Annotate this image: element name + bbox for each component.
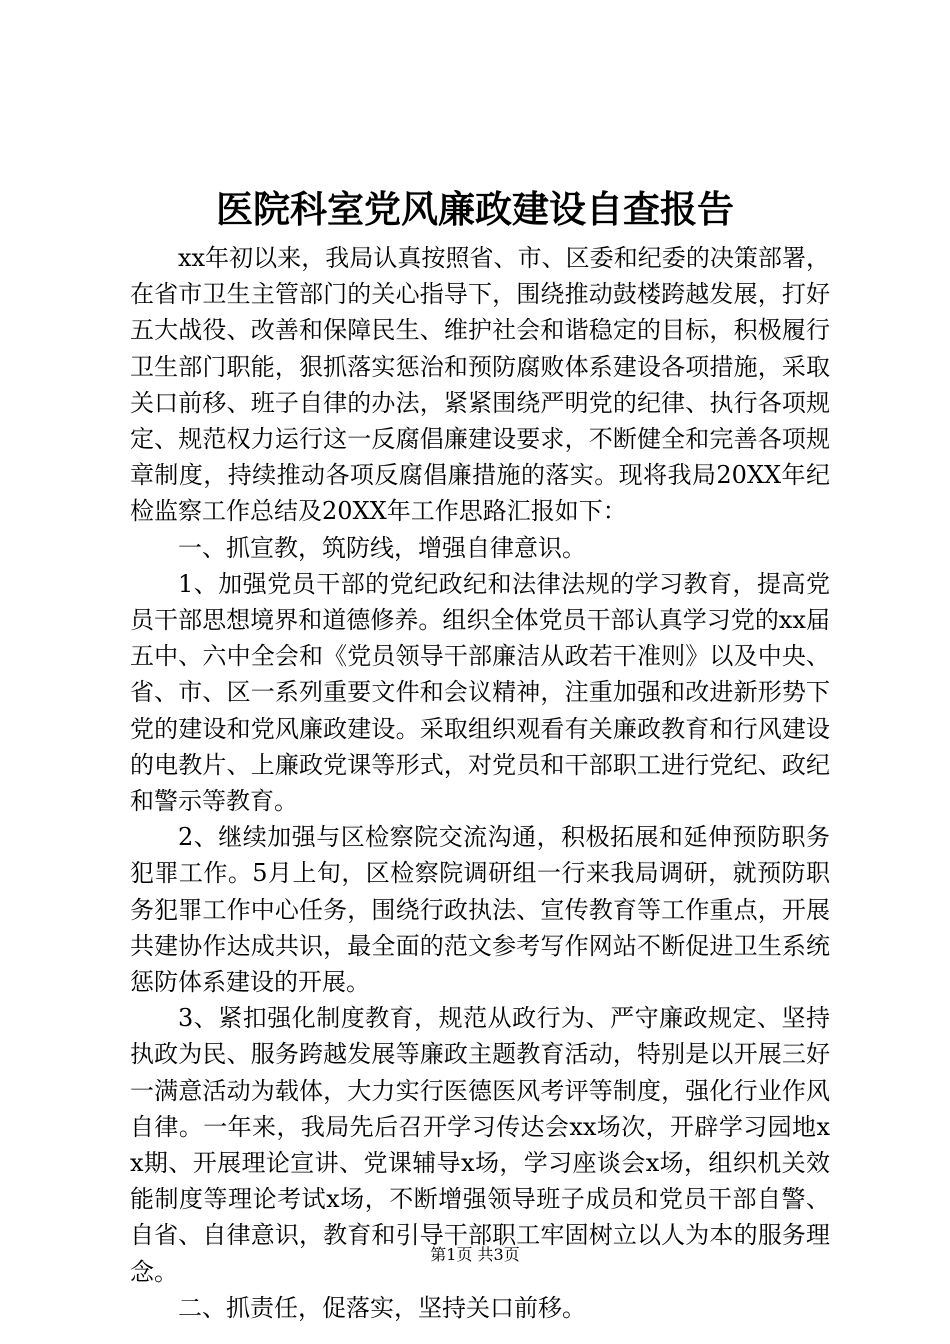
paragraph-item-2: 2、继续加强与区检察院交流沟通，积极拓展和延伸预防职务犯罪工作。5月上旬，区检察院调研组一行来我局调研，就预防职务犯罪工作中心任务，围绕行政执法、宣传教育等工作重点，开展共建协作达成共识，最全面的范文参考写作网站不断促进卫生系统惩防体系建设的开展。 [130, 823, 830, 997]
document-body [130, 240, 830, 1326]
page-number-footer: 第1页 共3页 [430, 1245, 520, 1264]
document-title: 医院科室党风廉政建设自查报告 [216, 187, 734, 231]
section-heading-2: 二、抓责任，促落实，坚持关口前移。 [178, 1293, 586, 1322]
section-heading-1: 一、抓宣教，筑防线，增强自律意识。 [178, 533, 586, 562]
paragraph-item-3: 3、紧扣强化制度教育，规范从政行为、严守廉政规定、坚持执政为民、服务跨越发展等廉政主题教育活动，特别是以开展三好一满意活动为载体，大力实行医德医风考评等制度，强化行业作风自律。一年来，我局先后召开学习传达会xx场次，开辟学习园地xx期、开展理论宣讲、党课辅导x场，学习座谈会x场，组织机关效能制度等理论考试x场，不断增强领导班子成员和党员干部自警、自省、自律意识，教育和引导干部职工牢固树立以人为本的服务理念。 [130, 1004, 830, 1286]
paragraph-item-1: 1、加强党员干部的党纪政纪和法律法规的学习教育，提高党员干部思想境界和道德修养。组织全体党员干部认真学习党的xx届五中、六中全会和《党员领导干部廉洁从政若干准则》以及中央、省、市、区一系列重要文件和会议精神，注重加强和改进新形势下党的建设和党风廉政建设。采取组织观看有关廉政教育和行风建设的电教片、上廉政党课等形式，对党员和干部职工进行党纪、政纪和警示等教育。 [130, 569, 830, 816]
paragraph-intro: xx年初以来，我局认真按照省、市、区委和纪委的决策部署，在省市卫生主管部门的关心指导下，围绕推动鼓楼跨越发展，打好五大战役、改善和保障民生、维护社会和谐稳定的目标，积极履行卫生部门职能，狠抓落实惩治和预防腐败体系建设各项措施，采取关口前移、班子自律的办法，紧紧围绕严明党的纪律、执行各项规定、规范权力运行这一反腐倡廉建设要求，不断健全和完善各项规章制度，持续推动各项反腐倡廉措施的落实。现将我局20XX年纪检监察工作总结及20XX年工作思路汇报如下： [130, 244, 830, 526]
